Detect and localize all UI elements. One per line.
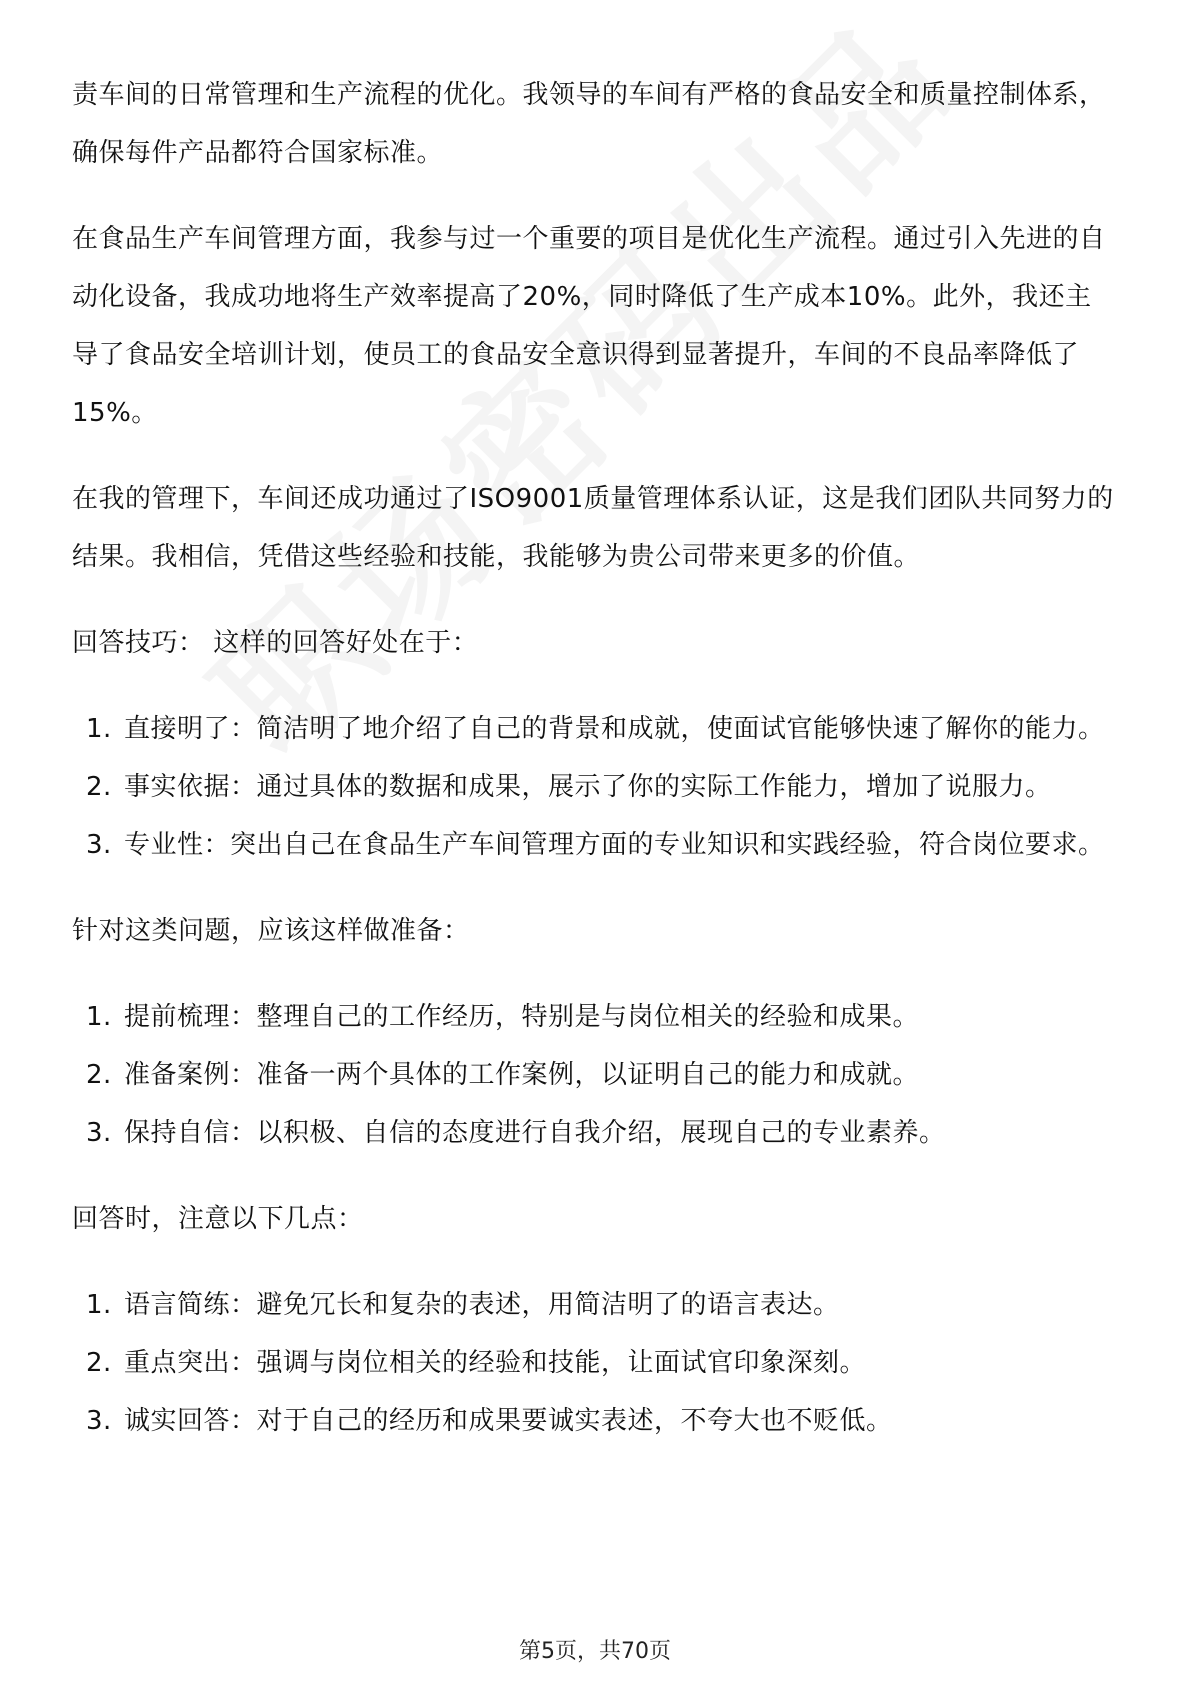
list-item-text: 事实依据：通过具体的数据和成果，展示了你的实际工作能力，增加了说服力。 (124, 772, 1052, 802)
list-item-text: 语言简练：避免冗长和复杂的表述，用简洁明了的语言表达。 (124, 1290, 840, 1320)
list-item-text: 准备案例：准备一两个具体的工作案例，以证明自己的能力和成就。 (124, 1060, 920, 1090)
list-item-text: 保持自信：以积极、自信的态度进行自我介绍，展现自己的专业素养。 (124, 1118, 946, 1148)
list-item-text: 诚实回答：对于自己的经历和成果要诚实表述，不夸大也不贬低。 (124, 1406, 893, 1436)
list-item (72, 1046, 1118, 1104)
list-item (72, 816, 1118, 874)
list-item (72, 758, 1118, 816)
list-item-text: 专业性：突出自己在食品生产车间管理方面的专业知识和实践经验，符合岗位要求。 (124, 830, 1105, 860)
paragraph-intro-continued: 责车间的日常管理和生产流程的优化。我领导的车间有严格的食品安全和质量控制体系，确保每件产品都符合国家标准。 (72, 80, 1106, 168)
list-number: 1. (86, 714, 112, 744)
notes-list (72, 1276, 1118, 1450)
document-body (72, 66, 1118, 1478)
list-item (72, 1392, 1118, 1450)
list-item-text: 重点突出：强调与岗位相关的经验和技能，让面试官印象深刻。 (124, 1348, 867, 1378)
paragraph-project-experience: 在食品生产车间管理方面，我参与过一个重要的项目是优化生产流程。通过引入先进的自动化设备，我成功地将生产效率提高了20%，同时降低了生产成本10%。此外，我还主导了食品安全培训计划，使员工的食品安全意识得到显著提升，车间的不良品率降低了15%。 (72, 224, 1106, 428)
list-number: 3. (86, 1406, 112, 1436)
list-item-text: 直接明了：简洁明了地介绍了自己的背景和成就，使面试官能够快速了解你的能力。 (124, 714, 1105, 744)
list-number: 1. (86, 1002, 112, 1032)
list-item (72, 1334, 1118, 1392)
list-number: 2. (86, 1060, 112, 1090)
list-number: 1. (86, 1290, 112, 1320)
list-number: 2. (86, 772, 112, 802)
notes-heading: 回答时，注意以下几点： (72, 1204, 364, 1234)
list-item (72, 1104, 1118, 1162)
page-footer: 第5页，共70页 (519, 1639, 671, 1664)
tips-heading: 回答技巧： 这样的回答好处在于： (72, 628, 479, 658)
list-number: 2. (86, 1348, 112, 1378)
tips-list (72, 700, 1118, 874)
prepare-heading: 针对这类问题，应该这样做准备： (72, 916, 470, 946)
list-item (72, 1276, 1118, 1334)
prepare-list (72, 988, 1118, 1162)
list-item-text: 提前梳理：整理自己的工作经历，特别是与岗位相关的经验和成果。 (124, 1002, 920, 1032)
list-number: 3. (86, 830, 112, 860)
paragraph-certification: 在我的管理下，车间还成功通过了ISO9001质量管理体系认证，这是我们团队共同努力的结果。我相信，凭借这些经验和技能，我能够为贵公司带来更多的价值。 (72, 484, 1114, 572)
list-item (72, 988, 1118, 1046)
list-item (72, 700, 1118, 758)
list-number: 3. (86, 1118, 112, 1148)
